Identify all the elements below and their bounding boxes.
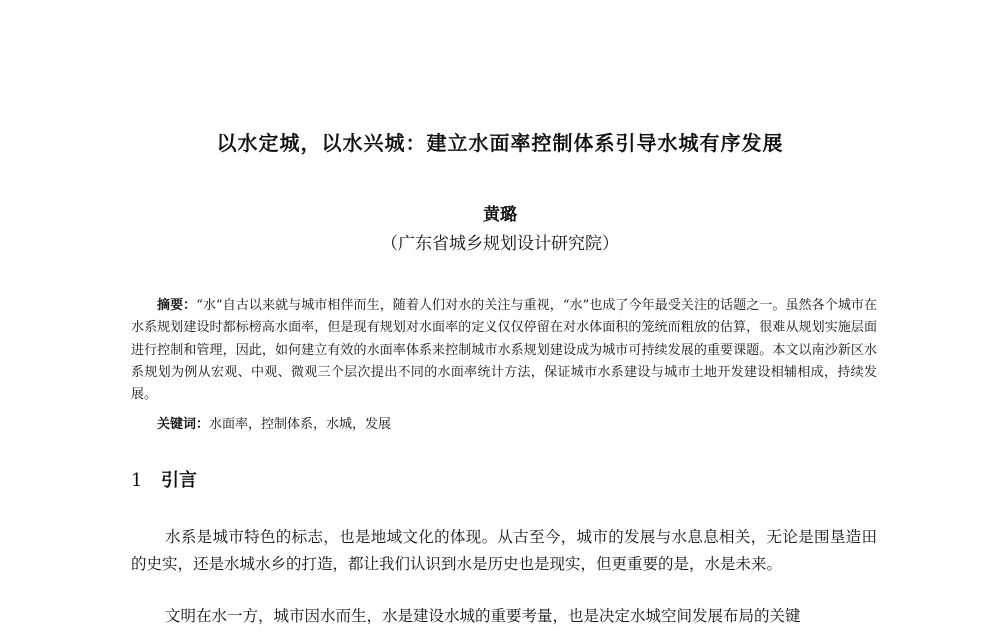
section-number: 1	[131, 470, 143, 491]
author-affiliation: （广东省城乡规划设计研究院）	[381, 234, 619, 254]
paper-title: 以水定城，以水兴城：建立水面率控制体系引导水城有序发展	[216, 131, 784, 155]
author-name: 黄璐	[483, 205, 517, 225]
body-paragraph: 文明在水一方，城市因水而生，水是建设水城的重要考量，也是决定水城空间发展布局的关键	[165, 607, 801, 625]
keywords	[157, 415, 877, 435]
keywords-text: 水面率，控制体系，水城，发展	[209, 417, 392, 432]
abstract	[131, 295, 877, 406]
abstract-label: 摘要：	[157, 298, 197, 313]
section-title: 引言	[161, 470, 197, 491]
section-heading	[131, 466, 197, 492]
body-paragraph: 水系是城市特色的标志，也是地域文化的体现。从古至今，城市的发展与水息息相关，无论是围垦造田的史实，还是水城水乡的打造，都让我们认识到水是历史也是现实，但更重要的是，水是未来。	[131, 528, 877, 573]
keywords-label: 关键词：	[157, 417, 210, 432]
abstract-text: “水”自古以来就与城市相伴而生，随着人们对水的关注与重视，“水”也成了今年最受关注的话题之一。虽然各个城市在水系规划建设时都标榜高水面率，但是现有规划对水面率的定义仅仅停留在对水体面积的笼统而粗放的估算，很难从规划实施层面进行控制和管理，因此，如何建立有效的水面率体系来控制城市水系规划建设成为城市可持续发展的重要课题。本文以南沙新区水系规划为例从宏观、中观、微观三个层次提出不同的水面率统计方法，保证城市水系建设与城市土地开发建设相辅相成，持续发展。	[131, 298, 877, 403]
